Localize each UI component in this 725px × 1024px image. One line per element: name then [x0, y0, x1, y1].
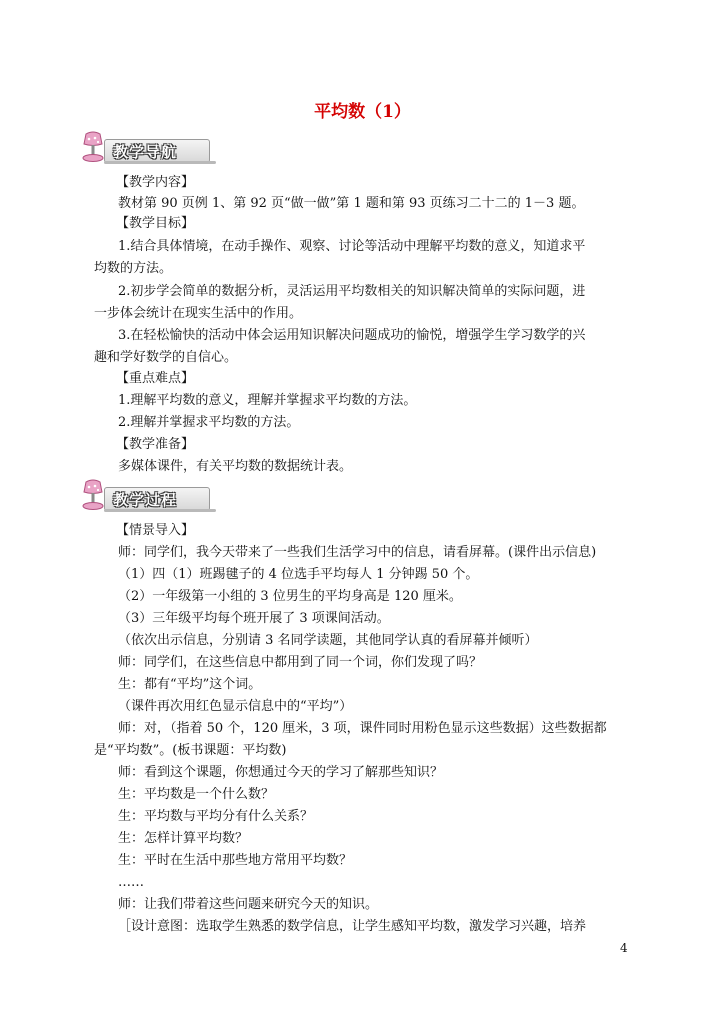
paragraph-line: 趣和学好数学的自信心。: [94, 350, 238, 365]
heading-scenario-intro: 【情景导入】: [116, 523, 195, 538]
paragraph-line: 师：同学们，在这些信息中都用到了同一个词，你们发现了吗？: [118, 655, 483, 670]
badge-plate: [104, 139, 210, 163]
paragraph-line: 师：让我们带着这些问题来研究今天的知识。: [118, 897, 379, 912]
paragraph-line: 是“平均数”。(板书课题：平均数): [94, 743, 287, 758]
paragraph-line: 生：都有“平均”这个词。: [118, 677, 262, 692]
badge-label: 教学过程: [113, 491, 178, 509]
paragraph-line: 生：平均数是一个什么数？: [118, 787, 275, 802]
paragraph-line: 教材第 90 页例 1、第 92 页“做一做”第 1 题和第 93 页练习二十二的 1－3 题。: [118, 196, 585, 211]
paragraph-line: 多媒体课件，有关平均数的数据统计表。: [118, 459, 353, 474]
paragraph-line: 师：对，（指着 50 个，120 厘米，3 项，课件同时用粉色显示这些数据）这些数据都: [118, 721, 607, 736]
paragraph-line: （1）四（1）班踢毽子的 4 位选手平均每人 1 分钟踢 50 个。: [118, 567, 479, 582]
paragraph-line: （依次出示信息，分别请 3 名同学读题，其他同学认真的看屏幕并倾听）: [118, 633, 538, 648]
section-badge-teaching-process: [76, 479, 216, 513]
heading-teaching-goals: 【教学目标】: [116, 216, 195, 231]
heading-preparation: 【教学准备】: [116, 437, 195, 452]
heading-key-points: 【重点难点】: [116, 371, 195, 386]
paragraph-line: 生：怎样计算平均数？: [118, 831, 249, 846]
paragraph-line: 3.在轻松愉快的活动中体会运用知识解决问题成功的愉悦，增强学生学习数学的兴: [118, 328, 586, 343]
paragraph-line: 生：平均数与平均分有什么关系？: [118, 809, 314, 824]
paragraph-line: （3）三年级平均每个班开展了 3 项课间活动。: [118, 611, 390, 626]
document-title: 平均数（1）: [314, 102, 411, 122]
badge-label: 教学导航: [113, 143, 178, 161]
paragraph-line: 一步体会统计在现实生活中的作用。: [94, 306, 303, 321]
paragraph-line: 师：看到这个课题，你想通过今天的学习了解那些知识？: [118, 765, 444, 780]
page-number: 4: [620, 941, 628, 955]
paragraph-line: （2）一年级第一小组的 3 位男生的平均身高是 120 厘米。: [118, 589, 462, 604]
design-intent-line: ［设计意图：选取学生熟悉的数学信息，让学生感知平均数，激发学习兴趣，培养: [118, 919, 587, 934]
paragraph-line: 1.理解平均数的意义，理解并掌握求平均数的方法。: [118, 393, 417, 408]
paragraph-line: 生：平时在生活中那些地方常用平均数？: [118, 853, 353, 868]
paragraph-line: 1.结合具体情境，在动手操作、观察、讨论等活动中理解平均数的意义，知道求平: [118, 239, 586, 254]
badge-underline: [104, 161, 216, 164]
badge-plate: [104, 487, 210, 511]
badge-underline: [104, 509, 216, 512]
paragraph-line: 2.理解并掌握求平均数的方法。: [118, 415, 300, 430]
paragraph-line: 师：同学们，我今天带来了一些我们生活学习中的信息，请看屏幕。(课件出示信息): [118, 545, 597, 560]
paragraph-line: 均数的方法。: [94, 261, 173, 276]
section-badge-teaching-nav: [76, 131, 216, 165]
ellipsis-line: ……: [118, 875, 144, 890]
paragraph-line: 2.初步学会简单的数据分析，灵活运用平均数相关的知识解决简单的实际问题，进: [118, 284, 586, 299]
paragraph-line: （课件再次用红色显示信息中的“平均”）: [118, 699, 353, 714]
heading-teaching-content: 【教学内容】: [116, 175, 195, 190]
